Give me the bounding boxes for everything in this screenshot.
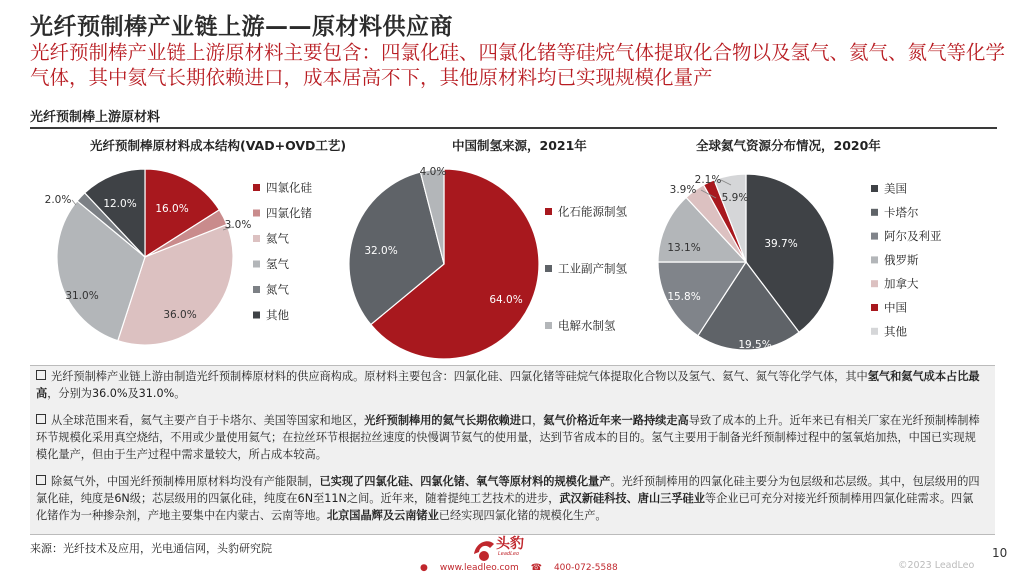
chart-1-data-label-4: 31.0% [65, 290, 99, 302]
note-text: 光纤预制棒产业链上游由制造光纤预制棒原材料的供应商构成。原材料主要包含：四氯化硅、四氯化锗等硅烷气体提取化合物以及氢气、氦气、氮气等化学气体，其中 [51, 370, 868, 383]
contact-line [420, 563, 630, 573]
website: www.leadleo.com [439, 563, 519, 573]
note-emphasis: 武汉新硅科技、唐山三孚硅业 [559, 491, 705, 505]
chart-2-legend-swatch-3 [545, 322, 552, 329]
chart-2-legend-swatch-1 [545, 208, 552, 215]
note-text: 。光纤预制棒用的四氯化硅主要分为包层级和芯层级。其中，包层级用的四氯化硅，纯度是6N级；芯层级用的四氯化硅，纯度在6N至11N之间。近年来，随着提纯工艺技术的进步， [36, 475, 980, 505]
chart-3-legend-label-5: 加拿大 [884, 276, 919, 291]
note-emphasis: 氢气和氦气成本占比最高 [36, 370, 980, 400]
chart-3-data-label-6: 2.1% [694, 174, 722, 186]
chart-1-legend-swatch-6 [253, 312, 260, 319]
chart-3-data-label-5: 3.9% [669, 184, 697, 196]
chart-1-data-label-6: 12.0% [103, 198, 137, 210]
note-emphasis: 北京国晶辉及云南锗业 [326, 508, 439, 522]
chart-3-legend-label-2: 卡塔尔 [884, 205, 919, 220]
note-text: ， [532, 414, 544, 427]
notes-box [30, 365, 995, 535]
chart-2-legend-label-1: 化石能源制氢 [558, 204, 627, 219]
chart-1-legend-swatch-4 [253, 261, 260, 268]
chart-1-legend-label-1: 四氯化硅 [266, 180, 312, 195]
page-subtitle: 光纤预制棒产业链上游原材料主要包含：四氯化硅、四氯化锗等硅烷气体提取化合物以及氢气、氦气、氮气等化学气体，其中氦气长期依赖进口，成本居高不下，其他原材料均已实现规模化量产 [30, 41, 1006, 89]
chart-1-legend-swatch-2 [253, 210, 260, 217]
chart-1-data-label-3: 36.0% [163, 309, 197, 321]
chart-3-data-label-1: 39.7% [764, 238, 798, 250]
page-number: 10 [992, 546, 1008, 560]
phone: 400-072-5588 [553, 563, 618, 573]
chart-1-data-label-5: 2.0% [44, 194, 72, 206]
chart-2-legend-label-2: 工业副产制氢 [558, 261, 627, 276]
note-emphasis: 光纤预制棒用的氦气长期依赖进口 [364, 414, 533, 427]
chart-1-legend-swatch-1 [253, 184, 260, 191]
note-text: 等企业已可充分对接光纤预制棒用四氯化硅需求。四氯化锗作为一种掺杂剂，产地主要集中在内蒙古、云南等地。 [36, 491, 974, 522]
chart-3-data-label-2: 19.5% [738, 339, 772, 351]
note-text: ，分别为36.0%及31.0%。 [47, 386, 186, 400]
chart-3-data-label-4: 13.1% [667, 242, 701, 254]
chart-3-legend-swatch-2 [871, 209, 878, 216]
note-text: 除氦气外，中国光纤预制棒用原材料均没有产能限制， [51, 475, 320, 488]
chart-3-legend-label-1: 美国 [884, 181, 907, 196]
note-text: 已经实现四氯化锗的规模化生产。 [438, 508, 607, 522]
chart-1-legend-label-3: 氦气 [266, 231, 289, 246]
checkbox-icon [36, 370, 46, 380]
section-label: 光纤预制棒上游原材料 [30, 110, 161, 125]
chart-1-legend-label-2: 四氯化锗 [266, 206, 312, 220]
chart-1-title: 光纤预制棒原材料成本结构(VAD+OVD工艺) [90, 138, 347, 153]
section-divider [30, 127, 997, 129]
note-bullet-2 [36, 413, 981, 463]
chart-1-data-label-1: 16.0% [155, 203, 189, 215]
chart-1-legend-label-6: 其他 [266, 308, 289, 322]
chart-3-legend-swatch-3 [871, 233, 878, 240]
chart-1-legend-label-5: 氮气 [266, 282, 289, 297]
chart-2-title: 中国制氢来源，2021年 [452, 138, 587, 153]
checkbox-icon [36, 475, 46, 485]
globe-icon: ● [420, 563, 428, 573]
page-title: 光纤预制棒产业链上游——原材料供应商 [30, 14, 453, 40]
chart-3-legend-swatch-4 [871, 256, 878, 263]
chart-3-legend-swatch-5 [871, 280, 878, 287]
note-emphasis: 已实现了四氯化硅、四氯化锗、氧气等原材料的规模化量产 [319, 475, 611, 488]
chart-3-legend-label-4: 俄罗斯 [884, 252, 919, 267]
chart-3-data-label-3: 15.8% [667, 291, 701, 303]
chart-2-legend-label-3: 电解水制氢 [558, 318, 616, 333]
chart-3-legend-swatch-1 [871, 185, 878, 192]
source-note: 来源：光纤技术及应用，光电通信网，头豹研究院 [30, 542, 272, 555]
note-text: 导致了成本的上升。近年来已有相关厂家在光纤预制棒制棒环节规模化采用真空烧结，不用或少量使用氦气；在拉丝环节根据拉丝速度的快慢调节氦气的使用量，达到节省成本的目的。氢气主要用于制备光纤预制棒过程中的氢氧焰加热，中国已实现规模化量产，但由于生产过程中需求量较大，所占成本较高。 [36, 414, 980, 461]
phone-icon: ☎ [530, 563, 542, 573]
copyright: ©2023 LeadLeo [898, 560, 975, 571]
chart-2-data-label-3: 4.0% [419, 166, 447, 178]
chart-1-legend-swatch-5 [253, 286, 260, 293]
chart-1-legend-swatch-3 [253, 235, 260, 242]
chart-1-data-label-2: 3.0% [224, 219, 252, 231]
chart-2-data-label-1: 64.0% [489, 294, 523, 306]
checkbox-icon [36, 414, 46, 424]
chart-1-legend-label-4: 氢气 [266, 257, 289, 271]
note-emphasis: 氦气价格近年来一路持续走高 [543, 414, 689, 427]
chart-2-legend-swatch-2 [545, 265, 552, 272]
chart-2-data-label-2: 32.0% [364, 245, 398, 257]
note-bullet-1 [36, 369, 981, 403]
brand-subname: LeadLeo [498, 551, 520, 557]
chart-3-legend-label-6: 中国 [884, 300, 907, 315]
chart-3-data-label-7: 5.9% [721, 192, 749, 204]
chart-3-title: 全球氦气资源分布情况，2020年 [696, 138, 881, 153]
chart-3-legend-label-7: 其他 [884, 324, 907, 339]
brand-name: 头豹 [496, 536, 524, 552]
pie-charts [0, 150, 1024, 362]
chart-3-legend-swatch-6 [871, 304, 878, 311]
note-text: 从全球范围来看，氦气主要产自于卡塔尔、美国等国家和地区， [51, 414, 365, 427]
chart-3-legend-label-3: 阿尔及利亚 [884, 229, 942, 244]
note-bullet-3 [36, 474, 981, 524]
chart-3-legend-swatch-7 [871, 328, 878, 335]
